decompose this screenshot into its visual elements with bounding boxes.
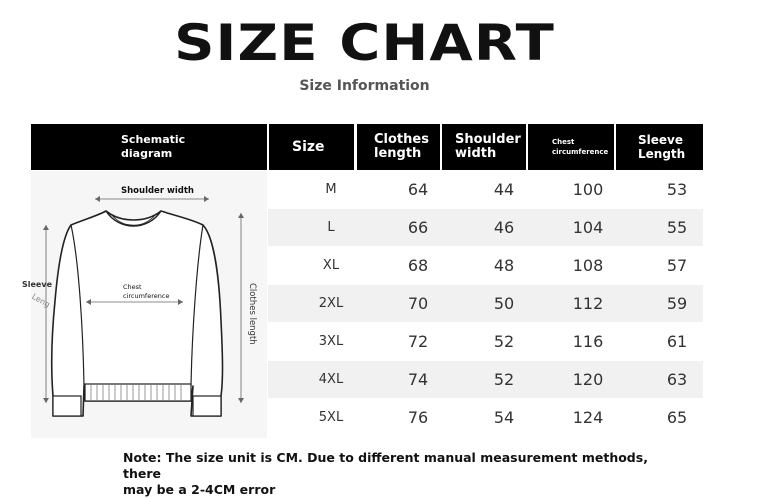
shoulder-width-cell: 54	[493, 408, 515, 427]
page-subtitle: Size Information	[299, 78, 430, 94]
size-cell: M	[325, 182, 337, 197]
table-row	[268, 209, 703, 246]
size-cell: 4XL	[318, 372, 344, 387]
shoulder-width-cell: 46	[493, 218, 515, 237]
chest-cell: 104	[572, 218, 604, 237]
shoulder-width-cell: 44	[493, 180, 515, 199]
chest-label-line1: Chest	[123, 283, 142, 291]
clothes-arrow-bottom-head	[238, 398, 244, 403]
sleeve-arrow-bottom-head	[43, 398, 49, 403]
right-cuff	[193, 396, 221, 416]
chest-cell: 116	[572, 332, 604, 351]
header-shoulder-line1: Shoulder	[455, 132, 521, 147]
sleeve-length-cell: 55	[666, 218, 688, 237]
size-table	[22, 124, 703, 438]
shoulder-arrow-left-head	[95, 196, 100, 202]
header-clothes-length	[357, 124, 440, 170]
shoulder-width-cell: 50	[493, 294, 515, 313]
shoulder-width-cell: 52	[493, 332, 515, 351]
header-diagram-line1: Schematic	[121, 133, 186, 146]
clothes-length-cell: 68	[407, 256, 429, 275]
sleeve-length-cell: 63	[666, 370, 688, 389]
clothes-length-cell: 64	[407, 180, 429, 199]
shoulder-arrow-right-head	[204, 196, 209, 202]
left-cuff	[53, 396, 81, 416]
clothes-length-cell: 72	[407, 332, 429, 351]
chest-cell: 124	[572, 408, 604, 427]
size-cell: 2XL	[318, 296, 344, 311]
sleeve-label-line2: Leng	[30, 291, 52, 310]
sleeve-length-cell: 53	[666, 180, 688, 199]
header-sleeve-line1: Sleeve	[638, 133, 683, 147]
size-cell: L	[327, 220, 335, 235]
size-cell: 5XL	[318, 410, 344, 425]
clothes-arrow-top-head	[238, 213, 244, 218]
size-note-line2: may be a 2-4CM error	[123, 482, 276, 497]
header-clothes-line2: length	[374, 146, 422, 161]
chest-label-line2: circumference	[123, 292, 170, 300]
header-shoulder-line2: width	[455, 146, 497, 161]
table-row	[268, 171, 703, 208]
size-cell: 3XL	[318, 334, 344, 349]
header-chest-line1: Chest	[552, 138, 575, 146]
size-cell: XL	[322, 258, 340, 273]
shoulder-width-cell: 52	[493, 370, 515, 389]
table-row	[268, 399, 703, 436]
clothes-length-label: Clothes length	[247, 283, 257, 345]
table-row	[268, 247, 703, 284]
chest-cell: 112	[572, 294, 604, 313]
header-shoulder-width	[442, 124, 526, 170]
header-size-label: Size	[292, 139, 325, 155]
size-note-line1: Note: The size unit is CM. Due to different manual measurement methods, there	[123, 450, 648, 481]
header-chest	[528, 124, 614, 170]
sleeve-length-cell: 61	[666, 332, 688, 351]
clothes-length-cell: 70	[407, 294, 429, 313]
sleeve-label-line1: Sleeve	[22, 280, 52, 289]
size-note	[123, 450, 663, 498]
table-row	[268, 285, 703, 322]
sleeve-arrow-top-head	[43, 225, 49, 230]
table-row	[268, 323, 703, 360]
shoulder-width-label: Shoulder width	[121, 186, 194, 196]
chest-cell: 108	[572, 256, 604, 275]
clothes-length-cell: 66	[407, 218, 429, 237]
sweatshirt-diagram-svg	[22, 171, 267, 438]
schematic-diagram	[22, 171, 267, 438]
clothes-length-cell: 74	[407, 370, 429, 389]
header-clothes-line1: Clothes	[374, 132, 429, 147]
sleeve-length-cell: 57	[666, 256, 688, 275]
header-chest-line2: circumference	[552, 148, 609, 156]
sleeve-length-cell: 59	[666, 294, 688, 313]
sleeve-length-cell: 65	[666, 408, 688, 427]
header-diagram-line2: diagram	[121, 147, 173, 160]
table-row	[268, 361, 703, 398]
clothes-length-cell: 76	[407, 408, 429, 427]
header-sleeve-length	[616, 124, 703, 170]
page-title: SIZE CHART	[174, 14, 555, 72]
shoulder-width-cell: 48	[493, 256, 515, 275]
header-diagram	[31, 124, 267, 170]
header-sleeve-line2: Length	[638, 147, 686, 161]
chest-cell: 120	[572, 370, 604, 389]
chest-cell: 100	[572, 180, 604, 199]
header-size	[269, 124, 354, 170]
